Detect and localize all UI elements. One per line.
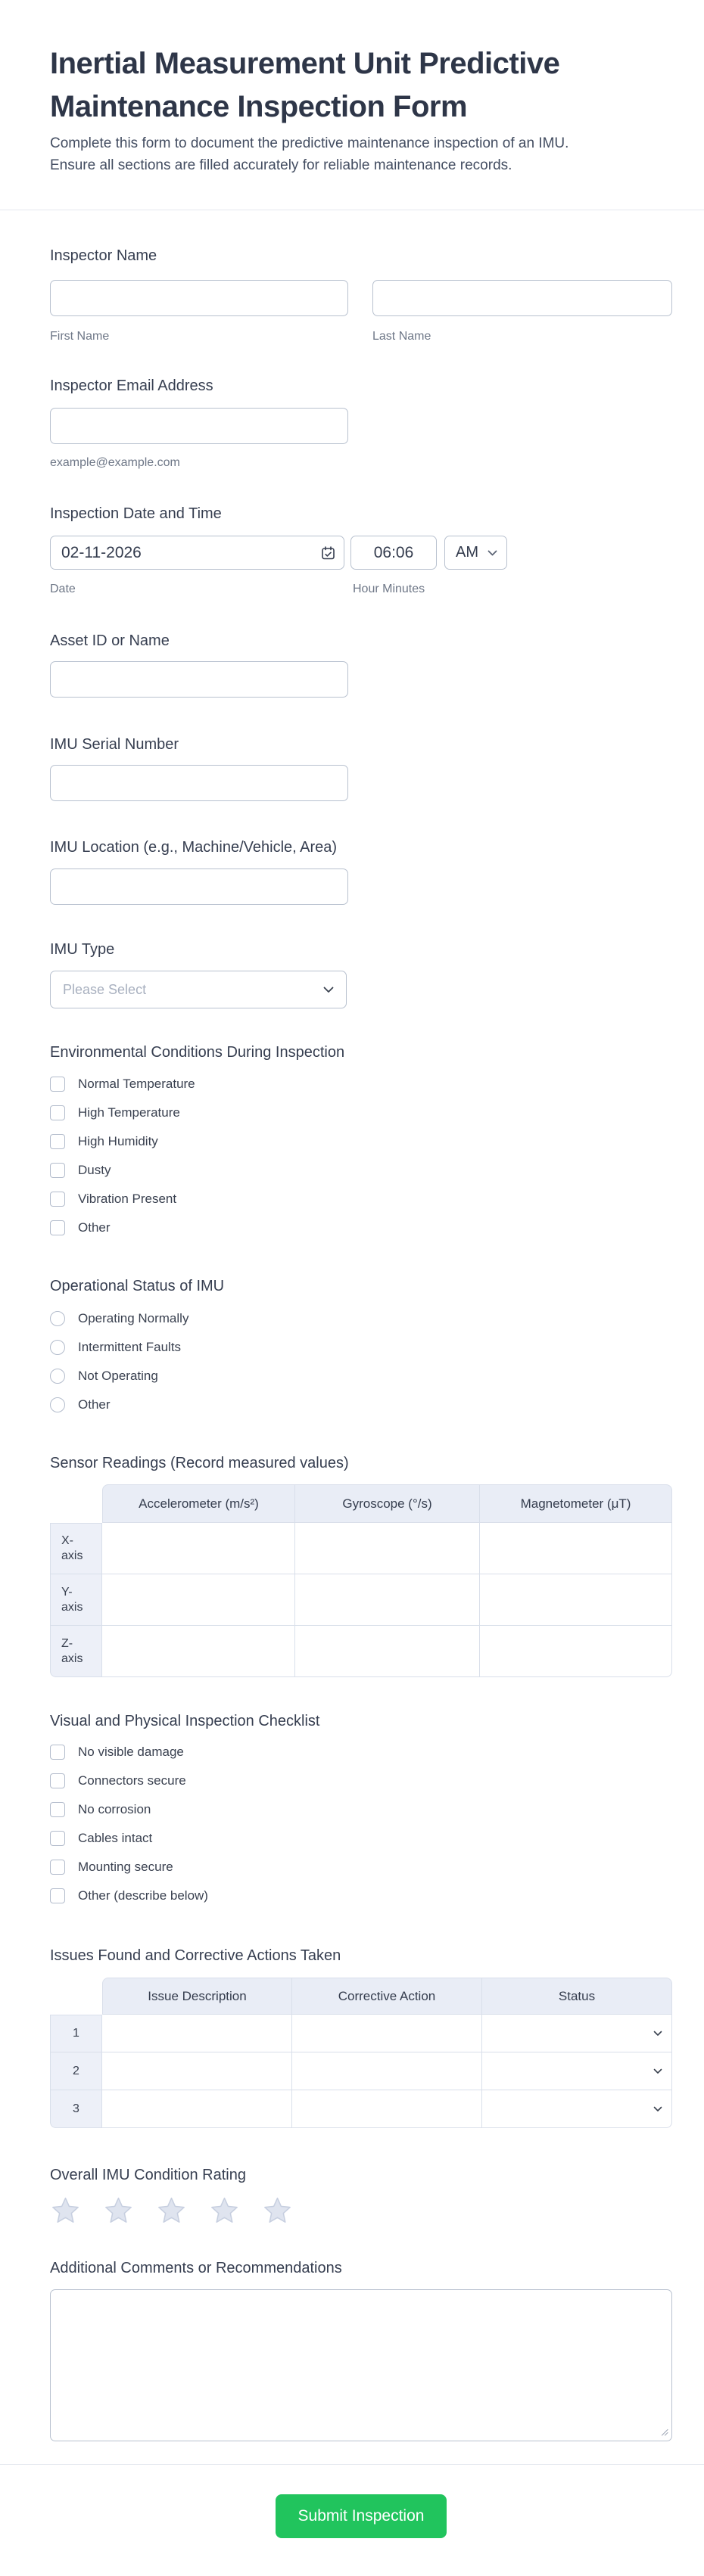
- serial-label: IMU Serial Number: [50, 736, 179, 753]
- sensor-cell-y-accelerometer[interactable]: [102, 1574, 295, 1626]
- issues-col-header: Corrective Action: [292, 1978, 482, 2015]
- imu-type-placeholder: Please Select: [63, 981, 147, 997]
- checkbox-option[interactable]: Connectors secure: [50, 1773, 672, 1788]
- first-name-input[interactable]: [50, 280, 348, 316]
- corrective-action-cell-3[interactable]: [292, 2090, 482, 2128]
- first-name-sublabel: First Name: [50, 330, 110, 343]
- checkbox-option[interactable]: Dusty: [50, 1163, 672, 1178]
- table-row: [50, 1626, 672, 1677]
- radio-option[interactable]: Operating Normally: [50, 1311, 672, 1326]
- issues-row-header: 3: [50, 2090, 102, 2128]
- ampm-value: AM: [456, 544, 478, 561]
- status-select-cell-2[interactable]: [482, 2052, 672, 2090]
- visual-checklist-options: [50, 1745, 672, 1903]
- table-row: [50, 2015, 672, 2052]
- sensor-cell-z-gyroscope[interactable]: [295, 1626, 480, 1677]
- chevron-down-icon: [653, 2031, 662, 2037]
- table-row: [50, 1574, 672, 1626]
- chevron-down-icon: [653, 2068, 662, 2074]
- page-subtitle: Complete this form to document the predictive maintenance inspection of an IMU. Ensure all sections are filled accurately for reliable maintenance records.: [50, 135, 569, 173]
- checkbox-icon[interactable]: [50, 1773, 65, 1788]
- issues-col-header: Issue Description: [102, 1978, 292, 2015]
- radio-icon[interactable]: [50, 1397, 65, 1412]
- issues-col-header: Status: [482, 1978, 672, 2015]
- issues-table: [50, 1978, 672, 2128]
- location-field: [50, 837, 672, 905]
- corrective-action-cell-1[interactable]: [292, 2015, 482, 2052]
- sensor-row-header: Z-axis: [50, 1626, 102, 1677]
- status-select-cell-3[interactable]: [482, 2090, 672, 2128]
- checkbox-option[interactable]: Normal Temperature: [50, 1077, 672, 1092]
- sensor-row-header: Y-axis: [50, 1574, 102, 1626]
- last-name-sublabel: Last Name: [372, 330, 431, 343]
- checkbox-icon[interactable]: [50, 1831, 65, 1846]
- environment-options: [50, 1077, 672, 1235]
- checkbox-option[interactable]: Vibration Present: [50, 1192, 672, 1207]
- time-sublabel: Hour Minutes: [353, 583, 425, 595]
- checkbox-option[interactable]: Cables intact: [50, 1831, 672, 1846]
- bottom-spacer: [0, 2538, 704, 2576]
- imu-type-label: IMU Type: [50, 941, 115, 958]
- star-icon[interactable]: [51, 2196, 79, 2225]
- visual-checklist-label: Visual and Physical Inspection Checklist: [50, 1713, 320, 1729]
- asset-id-input[interactable]: [50, 661, 348, 698]
- serial-input[interactable]: [50, 765, 348, 801]
- comments-label: Additional Comments or Recommendations: [50, 2260, 342, 2276]
- table-row: [50, 2052, 672, 2090]
- issue-description-cell-2[interactable]: [102, 2052, 292, 2090]
- checkbox-icon[interactable]: [50, 1888, 65, 1903]
- datetime-label: Inspection Date and Time: [50, 505, 222, 522]
- status-select-cell-1[interactable]: [482, 2015, 672, 2052]
- op-status-label: Operational Status of IMU: [50, 1278, 225, 1294]
- calendar-icon[interactable]: [321, 545, 335, 560]
- star-icon[interactable]: [263, 2196, 291, 2225]
- inspector-name-inputs: [50, 280, 672, 316]
- sensor-cell-x-accelerometer[interactable]: [102, 1523, 295, 1574]
- sensor-cell-x-magnetometer[interactable]: [480, 1523, 672, 1574]
- radio-option[interactable]: Intermittent Faults: [50, 1340, 672, 1355]
- sensor-cell-x-gyroscope[interactable]: [295, 1523, 480, 1574]
- rating-label: Overall IMU Condition Rating: [50, 2167, 246, 2183]
- table-row: [50, 1523, 672, 1574]
- checkbox-option[interactable]: No corrosion: [50, 1802, 672, 1817]
- datetime-sublabels: [50, 582, 672, 596]
- last-name-input[interactable]: [372, 280, 672, 316]
- ampm-select[interactable]: [444, 536, 507, 570]
- email-label: Inspector Email Address: [50, 378, 213, 394]
- radio-option[interactable]: Not Operating: [50, 1369, 672, 1384]
- location-input[interactable]: [50, 869, 348, 905]
- date-field: [50, 536, 344, 570]
- checkbox-icon[interactable]: [50, 1860, 65, 1875]
- checkbox-icon[interactable]: [50, 1134, 65, 1149]
- checkbox-option[interactable]: Mounting secure: [50, 1860, 672, 1875]
- issue-description-cell-3[interactable]: [102, 2090, 292, 2128]
- radio-icon[interactable]: [50, 1369, 65, 1384]
- imu-type-select[interactable]: [50, 971, 347, 1008]
- comments-textarea[interactable]: [50, 2289, 672, 2441]
- form-header: [0, 0, 704, 176]
- sensor-cell-z-accelerometer[interactable]: [102, 1626, 295, 1677]
- email-input[interactable]: [50, 408, 348, 444]
- checkbox-option[interactable]: Other: [50, 1220, 672, 1235]
- footer-divider: [0, 2464, 704, 2465]
- corrective-action-cell-2[interactable]: [292, 2052, 482, 2090]
- resize-handle-icon[interactable]: [660, 2428, 668, 2436]
- checkbox-icon[interactable]: [50, 1802, 65, 1817]
- radio-option[interactable]: Other: [50, 1397, 672, 1412]
- chevron-down-icon: [653, 2106, 662, 2112]
- submit-button[interactable]: Submit Inspection: [276, 2494, 447, 2538]
- checkbox-option[interactable]: Other (describe below): [50, 1888, 672, 1903]
- checkbox-icon[interactable]: [50, 1105, 65, 1120]
- inspector-name-label: Inspector Name: [50, 247, 157, 264]
- radio-icon[interactable]: [50, 1311, 65, 1326]
- table-corner-cell: [50, 1978, 102, 2015]
- checkbox-option[interactable]: No visible damage: [50, 1745, 672, 1760]
- checkbox-icon[interactable]: [50, 1077, 65, 1092]
- sensor-cell-z-magnetometer[interactable]: [480, 1626, 672, 1677]
- sensor-table-label: Sensor Readings (Record measured values): [50, 1455, 349, 1471]
- sensor-row-header: X-axis: [50, 1523, 102, 1574]
- sensor-col-header: Accelerometer (m/s²): [102, 1484, 295, 1523]
- checkbox-icon[interactable]: [50, 1220, 65, 1235]
- issue-description-cell-1[interactable]: [102, 2015, 292, 2052]
- serial-field: [50, 735, 672, 801]
- checkbox-icon[interactable]: [50, 1745, 65, 1760]
- page-title: Inertial Measurement Unit Predictive Maintenance Inspection Form: [50, 47, 560, 123]
- op-status-options: [50, 1311, 672, 1412]
- table-corner-cell: [50, 1484, 102, 1523]
- date-sublabel: Date: [50, 583, 76, 595]
- checkbox-option[interactable]: High Temperature: [50, 1105, 672, 1120]
- time-input[interactable]: [350, 536, 437, 570]
- sensor-cell-y-gyroscope[interactable]: [295, 1574, 480, 1626]
- asset-id-label: Asset ID or Name: [50, 632, 170, 649]
- datetime-inputs: [50, 536, 672, 570]
- sensor-col-header: Gyroscope (°/s): [295, 1484, 480, 1523]
- star-icon[interactable]: [157, 2196, 185, 2225]
- sensor-cell-y-magnetometer[interactable]: [480, 1574, 672, 1626]
- radio-icon[interactable]: [50, 1340, 65, 1355]
- issues-row-header: 1: [50, 2015, 102, 2052]
- chevron-down-icon: [488, 550, 497, 556]
- checkbox-icon[interactable]: [50, 1163, 65, 1178]
- comments-field: [50, 2289, 672, 2441]
- checkbox-icon[interactable]: [50, 1192, 65, 1207]
- issues-row-header: 2: [50, 2052, 102, 2090]
- form-body: [0, 246, 704, 2441]
- asset-id-field: [50, 631, 672, 698]
- issues-table-label: Issues Found and Corrective Actions Taken: [50, 1947, 341, 1964]
- star-icon[interactable]: [104, 2196, 132, 2225]
- sensor-readings-table: [50, 1484, 672, 1677]
- star-icon[interactable]: [210, 2196, 238, 2225]
- date-input[interactable]: [50, 536, 344, 570]
- location-label: IMU Location (e.g., Machine/Vehicle, Area): [50, 839, 338, 856]
- inspector-name-sublabels: [50, 329, 672, 343]
- star-rating: [50, 2195, 672, 2226]
- checkbox-option[interactable]: High Humidity: [50, 1134, 672, 1149]
- sensor-col-header: Magnetometer (μT): [480, 1484, 672, 1523]
- environment-label: Environmental Conditions During Inspection: [50, 1044, 345, 1061]
- submit-area: [0, 2494, 704, 2538]
- table-row: [50, 2090, 672, 2128]
- chevron-down-icon: [323, 987, 334, 993]
- email-sublabel: example@example.com: [50, 456, 180, 469]
